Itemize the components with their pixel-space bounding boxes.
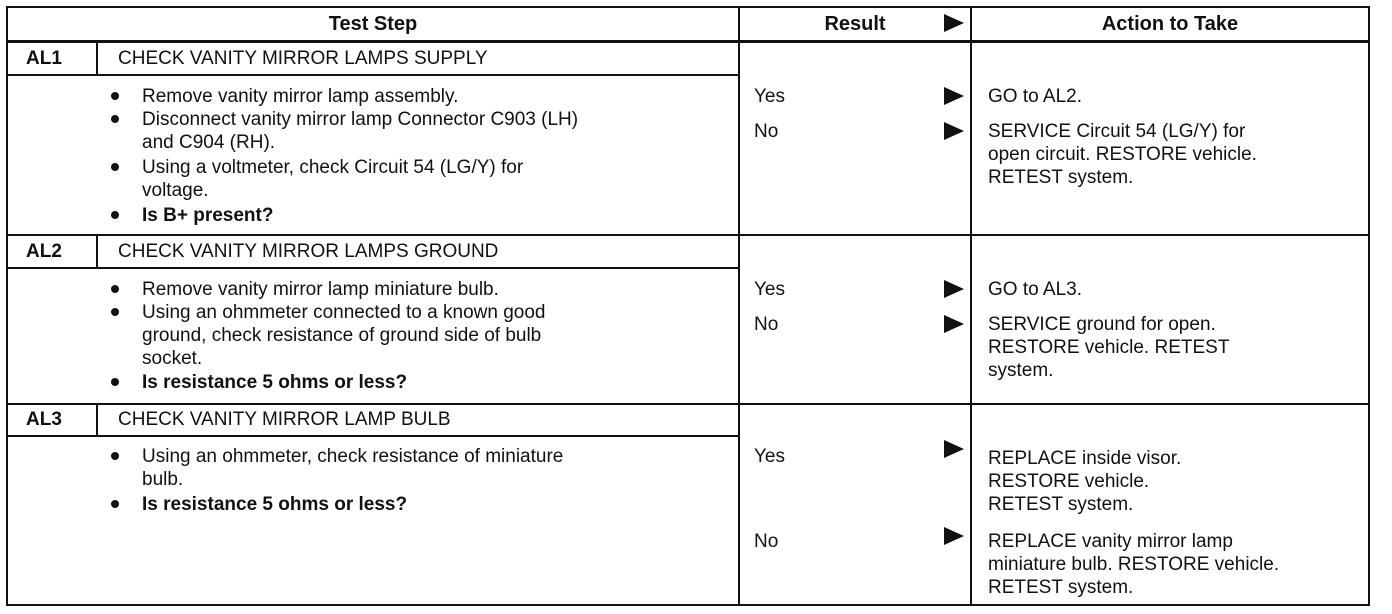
action-text: RESTORE vehicle. bbox=[988, 471, 1150, 492]
action-text: SERVICE Circuit 54 (LG/Y) for bbox=[988, 121, 1246, 142]
step-id: AL2 bbox=[26, 241, 62, 262]
bullet-text: Using a voltmeter, check Circuit 54 (LG/Y) for bbox=[142, 157, 524, 178]
action-text: GO to AL2. bbox=[988, 86, 1082, 107]
al3-title-divider bbox=[6, 435, 739, 437]
question-text: Is B+ present? bbox=[142, 205, 274, 226]
header-divider bbox=[6, 40, 1370, 43]
result-no: No bbox=[754, 531, 779, 552]
bullet-text: Disconnect vanity mirror lamp Connector C903 (LH) bbox=[142, 109, 579, 130]
question-text: Is resistance 5 ohms or less? bbox=[142, 494, 408, 515]
action-text: RESTORE vehicle. RETEST bbox=[988, 337, 1230, 358]
bullet-icon bbox=[111, 500, 119, 508]
bullet-text: Using an ohmmeter, check resistance of miniature bbox=[142, 446, 564, 467]
action-text: system. bbox=[988, 360, 1054, 381]
row-divider-al2 bbox=[6, 234, 1370, 236]
action-text: RETEST system. bbox=[988, 167, 1134, 188]
bullet-icon bbox=[111, 92, 119, 100]
step-title: CHECK VANITY MIRROR LAMPS GROUND bbox=[118, 241, 499, 262]
bullet-icon bbox=[111, 308, 119, 316]
arrow-icon bbox=[944, 122, 964, 140]
action-text: RETEST system. bbox=[988, 577, 1134, 598]
bullet-text: ground, check resistance of ground side of bulb bbox=[142, 325, 542, 346]
action-text: miniature bulb. RESTORE vehicle. bbox=[988, 554, 1280, 575]
bullet-icon bbox=[111, 378, 119, 386]
arrow-icon bbox=[944, 527, 964, 545]
bullet-text: voltage. bbox=[142, 180, 209, 201]
bullet-icon bbox=[111, 285, 119, 293]
header-action: Action to Take bbox=[1101, 13, 1239, 35]
arrow-icon bbox=[944, 315, 964, 333]
al2-title-divider bbox=[6, 267, 739, 269]
header-arrow-icon bbox=[944, 14, 964, 32]
action-text: REPLACE inside visor. bbox=[988, 448, 1182, 469]
arrow-icon bbox=[944, 280, 964, 298]
step-id: AL1 bbox=[26, 48, 62, 69]
al2-id-divider bbox=[96, 235, 98, 268]
bullet-text: socket. bbox=[142, 348, 203, 369]
col-divider-result bbox=[738, 6, 740, 606]
header-result: Result bbox=[824, 13, 886, 35]
result-no: No bbox=[754, 314, 779, 335]
result-yes: Yes bbox=[754, 86, 785, 107]
action-text: SERVICE ground for open. bbox=[988, 314, 1216, 335]
arrow-icon bbox=[944, 440, 964, 458]
result-no: No bbox=[754, 121, 779, 142]
al1-title-divider bbox=[6, 74, 739, 76]
action-text: GO to AL3. bbox=[988, 279, 1082, 300]
question-text: Is resistance 5 ohms or less? bbox=[142, 372, 408, 393]
result-yes: Yes bbox=[754, 446, 785, 467]
bullet-text: bulb. bbox=[142, 469, 184, 490]
step-id: AL3 bbox=[26, 409, 62, 430]
bullet-text: and C904 (RH). bbox=[142, 132, 276, 153]
bullet-icon bbox=[111, 211, 119, 219]
bullet-text: Remove vanity mirror lamp assembly. bbox=[142, 86, 459, 107]
bullet-text: Remove vanity mirror lamp miniature bulb. bbox=[142, 279, 499, 300]
step-title: CHECK VANITY MIRROR LAMPS SUPPLY bbox=[118, 48, 488, 69]
arrow-icon bbox=[944, 87, 964, 105]
action-text: open circuit. RESTORE vehicle. bbox=[988, 144, 1257, 165]
al1-id-divider bbox=[96, 42, 98, 75]
col-divider-action bbox=[970, 6, 972, 606]
action-text: RETEST system. bbox=[988, 494, 1134, 515]
header-test-step: Test Step bbox=[328, 13, 418, 35]
bullet-icon bbox=[111, 115, 119, 123]
result-yes: Yes bbox=[754, 279, 785, 300]
action-text: REPLACE vanity mirror lamp bbox=[988, 531, 1233, 552]
bullet-icon bbox=[111, 163, 119, 171]
bullet-icon bbox=[111, 452, 119, 460]
al3-id-divider bbox=[96, 404, 98, 436]
bullet-text: Using an ohmmeter connected to a known good bbox=[142, 302, 546, 323]
step-title: CHECK VANITY MIRROR LAMP BULB bbox=[118, 409, 451, 430]
